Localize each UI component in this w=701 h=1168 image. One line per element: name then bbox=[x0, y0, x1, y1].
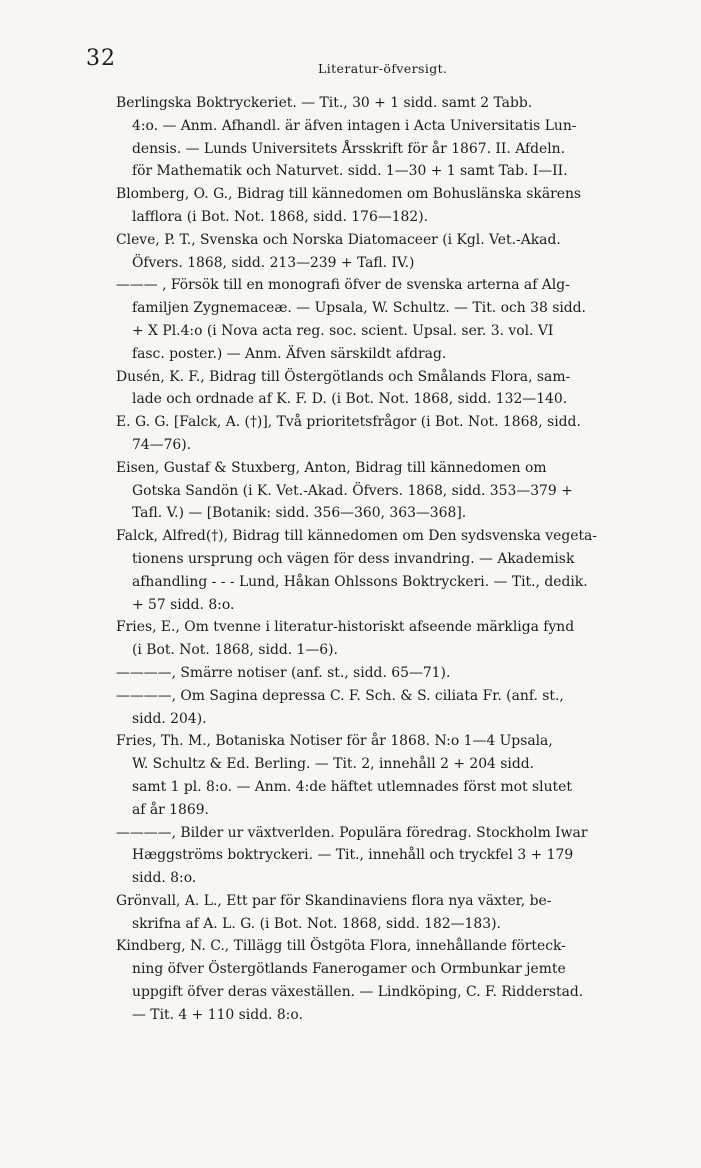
entry-first-line: Blomberg, O. G., Bidrag till kännedomen om Bohuslänska skärens bbox=[116, 186, 582, 203]
entry-first-line: Berlingska Boktryckeriet. — Tit., 30 + 1 sidd. samt 2 Tabb. bbox=[116, 95, 533, 111]
entry-continuation-line: Öfvers. 1868, sidd. 213—239 + Tafl. IV.) bbox=[132, 254, 415, 271]
entry-continuation-line: af år 1869. bbox=[132, 801, 209, 818]
entry-first-line: ————, Bilder ur växtverlden. Populära föredrag. Stockholm Iwar bbox=[116, 824, 588, 841]
entry-continuation-line: lafflora (i Bot. Not. 1868, sidd. 176—182). bbox=[132, 208, 429, 225]
entry-continuation-line: fasc. poster.) — Anm. Äfven särskildt afdrag. bbox=[132, 345, 447, 362]
entry-continuation-line: + X Pl.4:o (i Nova acta reg. soc. scient. Upsal. ser. 3. vol. VI bbox=[132, 322, 554, 339]
bibliography-entries bbox=[116, 92, 671, 1027]
entry-continuation-line: skrifna af A. L. G. (i Bot. Not. 1868, sidd. 182—183). bbox=[132, 915, 501, 932]
entry-first-line: Cleve, P. T., Svenska och Norska Diatomaceer (i Kgl. Vet.-Akad. bbox=[116, 231, 561, 248]
entry-first-line: E. G. G. [Falck, A. (†)], Två prioritetsfrågor (i Bot. Not. 1868, sidd. bbox=[116, 414, 581, 431]
entry-first-line: ——— , Försök till en monografi öfver de svenska arterna af Alg- bbox=[116, 277, 570, 294]
entry-continuation-line: 74—76). bbox=[132, 436, 192, 453]
entry-continuation-line: tionens ursprung och vägen för dess invandring. — Akademisk bbox=[132, 550, 575, 567]
entry-continuation-line: sidd. 8:o. bbox=[132, 870, 197, 887]
entry-continuation-line: lade och ordnade af K. F. D. (i Bot. Not. 1868, sidd. 132—140. bbox=[132, 391, 568, 408]
entry-first-line: Fries, Th. M., Botaniska Notiser för år 1868. N:o 1—4 Upsala, bbox=[116, 733, 553, 750]
entry-first-line: Grönvall, A. L., Ett par för Skandinaviens flora nya växter, be- bbox=[116, 892, 552, 909]
entry-continuation-line: densis. — Lunds Universitets Årsskrift för år 1867. II. Afdeln. bbox=[132, 140, 566, 157]
entry-continuation-line: afhandling - - - Lund, Håkan Ohlssons Boktryckeri. — Tit., dedik. bbox=[132, 573, 588, 590]
running-title: Literatur-öfversigt. bbox=[318, 61, 448, 76]
entry-first-line: Kindberg, N. C., Tillägg till Östgöta Flora, innehållande förteck- bbox=[116, 938, 566, 955]
entry-continuation-line: sidd. 204). bbox=[132, 710, 207, 727]
entry-continuation-line: 4:o. — Anm. Afhandl. är äfven intagen i Acta Universitatis Lun- bbox=[132, 117, 577, 134]
entry-first-line: Falck, Alfred(†), Bidrag till kännedomen om Den sydsvenska vegeta- bbox=[116, 528, 598, 545]
entry-first-line: ————, Smärre notiser (anf. st., sidd. 65—71). bbox=[116, 664, 451, 681]
entry-continuation-line: Gotska Sandön (i K. Vet.-Akad. Öfvers. 1868, sidd. 353—379 + bbox=[132, 482, 573, 499]
entry-continuation-line: samt 1 pl. 8:o. — Anm. 4:de häftet utlemnades först mot slutet bbox=[132, 778, 572, 795]
entry-continuation-line: ning öfver Östergötlands Fanerogamer och Ormbunkar jemte bbox=[132, 961, 566, 978]
entry-continuation-line: Hæggströms boktryckeri. — Tit., innehåll och tryckfel 3 + 179 bbox=[132, 847, 574, 864]
page-number: 32 bbox=[86, 46, 116, 71]
entry-continuation-line: för Mathematik och Naturvet. sidd. 1—30 + 1 samt Tab. I—II. bbox=[132, 163, 568, 180]
entry-continuation-line: + 57 sidd. 8:o. bbox=[132, 596, 235, 613]
entry-first-line: Eisen, Gustaf & Stuxberg, Anton, Bidrag till kännedomen om bbox=[116, 459, 547, 476]
entry-first-line: Fries, E., Om tvenne i literatur-historiskt afseende märkliga fynd bbox=[116, 619, 575, 636]
entry-first-line: ————, Om Sagina depressa C. F. Sch. & S. ciliata Fr. (anf. st., bbox=[116, 687, 564, 704]
entry-continuation-line: — Tit. 4 + 110 sidd. 8:o. bbox=[132, 1006, 303, 1023]
entry-continuation-line: Tafl. V.) — [Botanik: sidd. 356—360, 363—368]. bbox=[132, 505, 467, 522]
entry-first-line: Dusén, K. F., Bidrag till Östergötlands och Smålands Flora, sam- bbox=[116, 368, 571, 385]
entry-continuation-line: (i Bot. Not. 1868, sidd. 1—6). bbox=[132, 642, 338, 659]
entry-continuation-line: W. Schultz & Ed. Berling. — Tit. 2, innehåll 2 + 204 sidd. bbox=[132, 756, 535, 773]
entry-continuation-line: familjen Zygnemaceæ. — Upsala, W. Schultz. — Tit. och 38 sidd. bbox=[132, 300, 586, 317]
entry-continuation-line: uppgift öfver deras växeställen. — Lindköping, C. F. Ridderstad. bbox=[132, 984, 584, 1001]
